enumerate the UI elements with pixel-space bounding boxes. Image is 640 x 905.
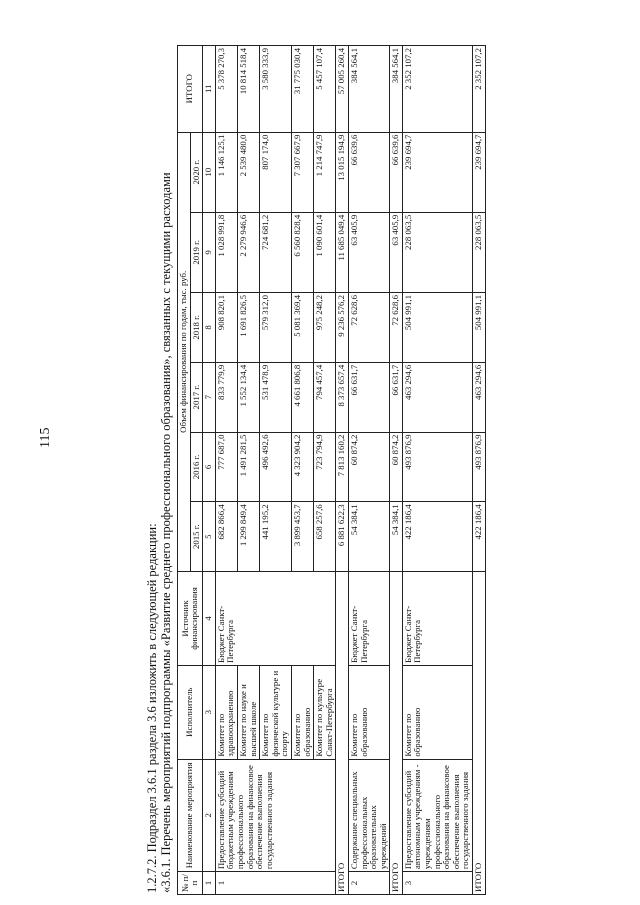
col-number: 3 xyxy=(203,665,216,759)
value-cell: 7 307 667,9 xyxy=(291,132,313,212)
itogo-value: 228 063,5 xyxy=(473,212,486,292)
source-cell: Бюджет Санкт-Петербурга xyxy=(215,572,336,666)
executor-cell: Комитет по физической культуре и спорту xyxy=(260,665,292,759)
source-cell: Бюджет Санкт-Петербурга xyxy=(348,572,389,666)
header-num: № п/п xyxy=(178,872,203,895)
value-cell: 2 539 480,0 xyxy=(237,132,259,212)
table-row xyxy=(348,46,389,895)
value-cell: 441 195,2 xyxy=(260,502,292,572)
value-cell: 579 312,0 xyxy=(260,292,292,362)
value-cell: 5 378 270,3 xyxy=(215,46,237,133)
value-cell: 66 639,6 xyxy=(348,132,389,212)
itogo-value: 384 564,1 xyxy=(390,46,403,133)
itogo-value: 2 352 107,2 xyxy=(473,46,486,133)
value-cell: 682 866,4 xyxy=(215,502,237,572)
itogo-value: 66 639,6 xyxy=(390,132,403,212)
header-name: Наименование мероприятия xyxy=(178,759,203,872)
value-cell: 658 257,6 xyxy=(314,502,336,572)
header-source: Источник финансирования xyxy=(178,572,203,666)
value-cell: 5 457 107,4 xyxy=(314,46,336,133)
itogo-value: 463 294,6 xyxy=(473,362,486,432)
itogo-value: 60 874,2 xyxy=(390,432,403,502)
value-cell: 4 323 904,2 xyxy=(291,432,313,502)
value-cell: 4 661 806,8 xyxy=(291,362,313,432)
section-caption xyxy=(145,35,173,895)
table-row xyxy=(215,46,237,895)
col-number: 2 xyxy=(203,759,216,872)
value-cell: 723 794,9 xyxy=(314,432,336,502)
value-cell: 60 874,2 xyxy=(348,432,389,502)
itogo-value: 57 005 260,4 xyxy=(336,46,349,133)
itogo-label: ИТОГО xyxy=(390,572,403,895)
value-cell: 422 186,4 xyxy=(402,502,472,572)
value-cell: 2 352 107,2 xyxy=(402,46,472,133)
col-number: 9 xyxy=(203,212,216,292)
header-year: 2018 г. xyxy=(190,292,203,362)
row-num: 3 xyxy=(402,872,472,895)
value-cell: 5 081 369,4 xyxy=(291,292,313,362)
value-cell: 504 991,1 xyxy=(402,292,472,362)
value-cell: 1 090 601,4 xyxy=(314,212,336,292)
header-year: 2017 г. xyxy=(190,362,203,432)
value-cell: 228 063,5 xyxy=(402,212,472,292)
executor-cell: Комитет по образованию xyxy=(291,665,313,759)
value-cell: 1 214 747,9 xyxy=(314,132,336,212)
col-number: 4 xyxy=(203,572,216,666)
measure-name: Предоставление субсидий автономным учреждениям - учреждениям профессионального образования на финансовое обеспечение выполнения государственного задания xyxy=(402,759,472,872)
executor-cell: Комитет по образованию xyxy=(348,665,389,759)
executor-cell: Комитет по здравоохранению xyxy=(215,665,237,759)
caption-line-1: 1.2.7.2. Подраздел 3.6.1 раздела 3.6 изложить в следующей редакции: xyxy=(145,523,159,893)
itogo-value: 493 876,9 xyxy=(473,432,486,502)
col-number: 7 xyxy=(203,362,216,432)
header-year: 2019 г. xyxy=(190,212,203,292)
itogo-value: 11 685 049,4 xyxy=(336,212,349,292)
header-year: 2020 г. xyxy=(190,132,203,212)
value-cell: 66 631,7 xyxy=(348,362,389,432)
value-cell: 493 876,9 xyxy=(402,432,472,502)
value-cell: 463 294,6 xyxy=(402,362,472,432)
header-year: 2015 г. xyxy=(190,502,203,572)
rotated-page-content xyxy=(145,35,615,895)
value-cell: 1 146 125,1 xyxy=(215,132,237,212)
value-cell: 724 681,2 xyxy=(260,212,292,292)
itogo-value: 9 236 576,2 xyxy=(336,292,349,362)
itogo-value: 66 631,7 xyxy=(390,362,403,432)
row-num: 2 xyxy=(348,872,389,895)
itogo-value: 72 628,6 xyxy=(390,292,403,362)
header-row xyxy=(178,46,191,895)
caption-line-2: «3.6.1. Перечень мероприятий подпрограммы «Развитие среднего профессионального образования», связанных с текущими расходами xyxy=(159,172,173,893)
measure-name: Предоставление субсидий бюджетным учреждениям профессионального образования на финансовое обеспечение выполнения государственного задания xyxy=(215,759,336,872)
itogo-label: ИТОГО xyxy=(473,572,486,895)
header-total: ИТОГО xyxy=(178,46,203,133)
itogo-value: 504 991,1 xyxy=(473,292,486,362)
value-cell: 239 694,7 xyxy=(402,132,472,212)
value-cell: 1 552 134,4 xyxy=(237,362,259,432)
itogo-value: 239 694,7 xyxy=(473,132,486,212)
itogo-row xyxy=(336,46,349,895)
header-volume: Объем финансирования по годам, тыс. руб. xyxy=(178,132,191,572)
col-number: 10 xyxy=(203,132,216,212)
executor-cell: Комитет по культуре Санкт-Петербурга xyxy=(314,665,336,759)
col-number: 5 xyxy=(203,502,216,572)
itogo-row xyxy=(473,46,486,895)
value-cell: 2 279 946,6 xyxy=(237,212,259,292)
measure-name: Содержание специальных профессиональных образовательных учреждений xyxy=(348,759,389,872)
itogo-value: 63 405,9 xyxy=(390,212,403,292)
table-row xyxy=(402,46,472,895)
value-cell: 496 492,6 xyxy=(260,432,292,502)
value-cell: 6 560 828,4 xyxy=(291,212,313,292)
column-number-row xyxy=(203,46,216,895)
value-cell: 3 580 333,9 xyxy=(260,46,292,133)
itogo-value: 13 015 194,9 xyxy=(336,132,349,212)
value-cell: 531 478,9 xyxy=(260,362,292,432)
page-number: 115 xyxy=(38,427,53,448)
value-cell: 1 299 849,4 xyxy=(237,502,259,572)
value-cell: 1 028 991,8 xyxy=(215,212,237,292)
source-cell: Бюджет Санкт-Петербурга xyxy=(402,572,472,666)
header-year: 2016 г. xyxy=(190,432,203,502)
col-number: 6 xyxy=(203,432,216,502)
itogo-value: 7 813 160,2 xyxy=(336,432,349,502)
col-number: 1 xyxy=(203,872,216,895)
measures-table xyxy=(177,45,486,895)
itogo-row xyxy=(390,46,403,895)
value-cell: 794 457,4 xyxy=(314,362,336,432)
value-cell: 54 384,1 xyxy=(348,502,389,572)
value-cell: 833 779,9 xyxy=(215,362,237,432)
executor-cell: Комитет по науке и высшей школе xyxy=(237,665,259,759)
itogo-value: 54 384,1 xyxy=(390,502,403,572)
value-cell: 777 687,0 xyxy=(215,432,237,502)
value-cell: 908 820,1 xyxy=(215,292,237,362)
header-executor: Исполнитель xyxy=(178,665,203,759)
col-number: 8 xyxy=(203,292,216,362)
itogo-label: ИТОГО xyxy=(336,572,349,895)
itogo-value: 422 186,4 xyxy=(473,502,486,572)
value-cell: 72 628,6 xyxy=(348,292,389,362)
itogo-value: 8 373 657,4 xyxy=(336,362,349,432)
value-cell: 3 899 453,7 xyxy=(291,502,313,572)
row-num: 1 xyxy=(215,872,336,895)
col-number: 11 xyxy=(203,46,216,133)
value-cell: 10 814 518,4 xyxy=(237,46,259,133)
value-cell: 1 491 281,5 xyxy=(237,432,259,502)
value-cell: 807 174,0 xyxy=(260,132,292,212)
value-cell: 1 691 826,5 xyxy=(237,292,259,362)
executor-cell: Комитет по образованию xyxy=(402,665,472,759)
itogo-value: 6 881 622,3 xyxy=(336,502,349,572)
value-cell: 384 564,1 xyxy=(348,46,389,133)
value-cell: 975 248,2 xyxy=(314,292,336,362)
value-cell: 63 405,9 xyxy=(348,212,389,292)
value-cell: 31 775 030,4 xyxy=(291,46,313,133)
